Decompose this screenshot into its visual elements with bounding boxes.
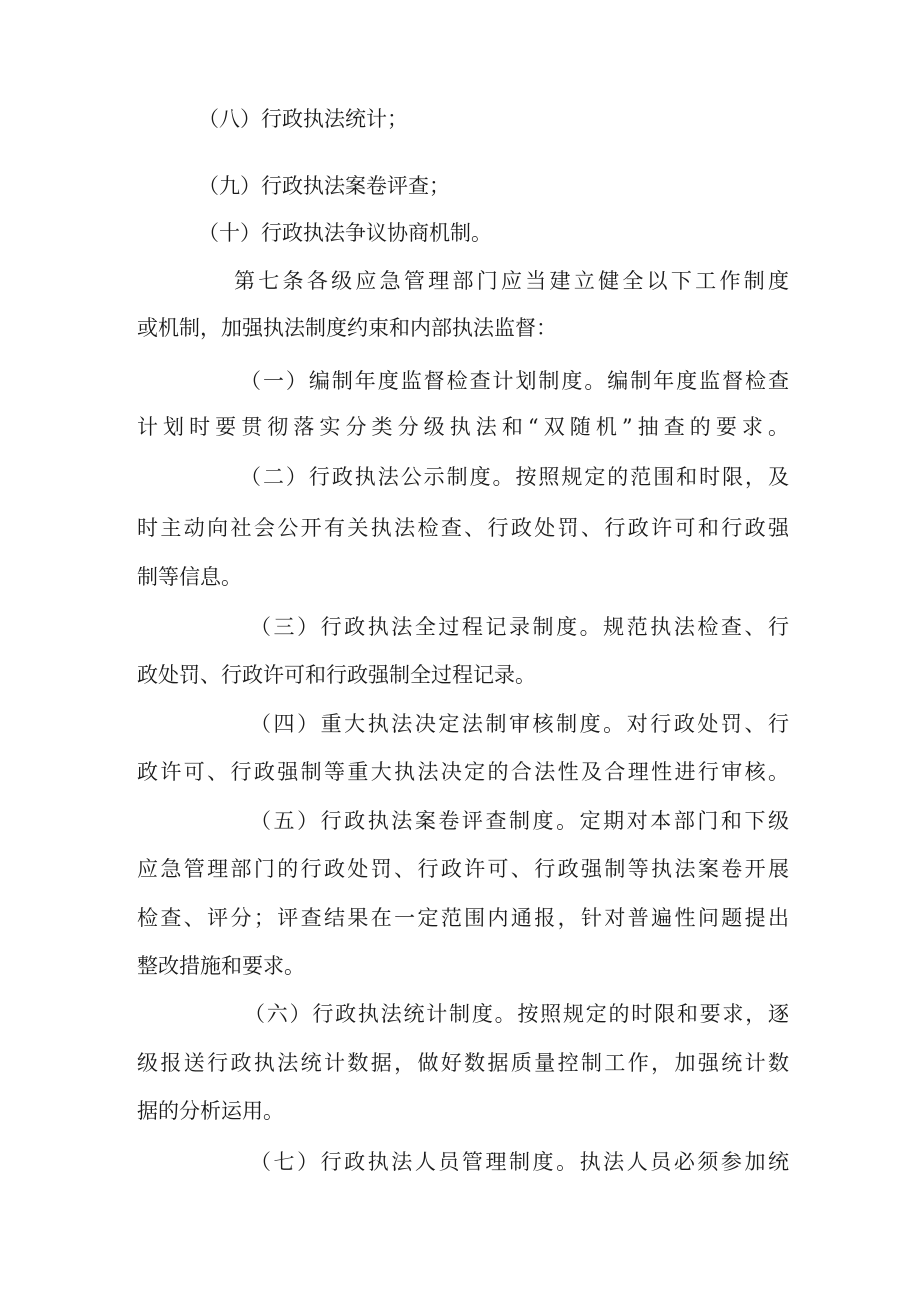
text-line: （一）编制年度监督检查计划制度。编制年度监督检查 — [240, 369, 789, 393]
text-line: （十）行政执法争议协商机制。 — [198, 221, 492, 245]
text-line: （二）行政执法公示制度。按照规定的范围和时限，及 — [240, 465, 789, 489]
text-line: （九）行政执法案卷评查； — [198, 174, 450, 198]
text-line: 计划时要贯彻落实分类分级执法和“双随机”抽查的要求。 — [137, 415, 789, 439]
text-line: （八）行政执法统计； — [198, 107, 408, 131]
text-line: 据的分析运用。 — [137, 1099, 284, 1123]
text-line: 政处罚、行政许可和行政强制全过程记录。 — [137, 663, 536, 687]
text-line: 应急管理部门的行政处罚、行政许可、行政强制等执法案卷开展 — [137, 857, 789, 881]
text-line: 制等信息。 — [137, 565, 242, 589]
text-line: （三）行政执法全过程记录制度。规范执法检查、行 — [250, 615, 789, 639]
text-line: 检查、评分；评查结果在一定范围内通报，针对普遍性问题提出 — [137, 906, 789, 930]
text-line: 第七条各级应急管理部门应当建立健全以下工作制度 — [234, 269, 789, 293]
text-line: 或机制，加强执法制度约束和内部执法监督： — [137, 316, 557, 340]
text-line: （六）行政执法统计制度。按照规定的时限和要求，逐 — [244, 1002, 789, 1026]
text-line: （七）行政执法人员管理制度。执法人员必须参加统 — [250, 1150, 789, 1174]
text-line: 整改措施和要求。 — [137, 954, 305, 978]
text-line: 级报送行政执法统计数据，做好数据质量控制工作，加强统计数 — [137, 1051, 789, 1075]
text-line: （四）重大执法决定法制审核制度。对行政处罚、行 — [250, 712, 789, 736]
text-line: （五）行政执法案卷评查制度。定期对本部门和下级 — [250, 809, 789, 833]
text-line: 政许可、行政强制等重大执法决定的合法性及合理性进行审核。 — [137, 760, 789, 784]
text-line: 时主动向社会公开有关执法检查、行政处罚、行政许可和行政强 — [137, 516, 789, 540]
